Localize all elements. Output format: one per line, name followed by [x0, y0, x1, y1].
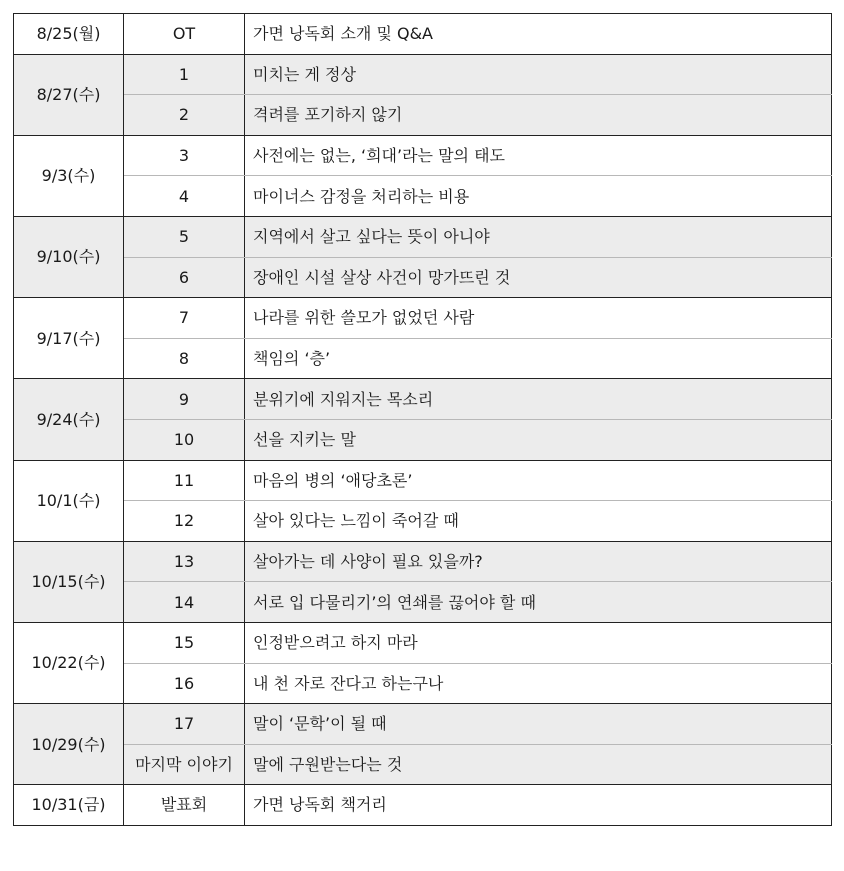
session-title: 나라를 위한 쓸모가 없었던 사람	[245, 298, 832, 339]
table-row	[14, 460, 832, 501]
schedule-group	[14, 14, 832, 55]
session-title: 가면 낭독회 소개 및 Q&A	[245, 14, 832, 55]
session-number: 16	[124, 663, 245, 704]
schedule-group	[14, 460, 832, 541]
session-number: 11	[124, 460, 245, 501]
session-date: 10/15(수)	[14, 541, 124, 622]
table-row	[14, 176, 832, 217]
schedule-group	[14, 298, 832, 379]
session-title: 장애인 시설 살상 사건이 망가뜨린 것	[245, 257, 832, 298]
session-date: 10/22(수)	[14, 622, 124, 703]
schedule-group	[14, 704, 832, 785]
session-title: 인정받으려고 하지 마라	[245, 622, 832, 663]
table-row	[14, 14, 832, 55]
session-title: 살아 있다는 느낌이 죽어갈 때	[245, 501, 832, 542]
table-row	[14, 379, 832, 420]
schedule-group	[14, 216, 832, 297]
session-date: 9/10(수)	[14, 216, 124, 297]
table-row	[14, 257, 832, 298]
session-number: 9	[124, 379, 245, 420]
session-date: 9/24(수)	[14, 379, 124, 460]
session-number: 7	[124, 298, 245, 339]
table-row	[14, 298, 832, 339]
session-title: 가면 낭독회 책거리	[245, 785, 832, 826]
schedule-group	[14, 785, 832, 826]
session-date: 8/25(월)	[14, 14, 124, 55]
session-title: 사전에는 없는, ‘희대’라는 말의 태도	[245, 135, 832, 176]
session-title: 마음의 병의 ‘애당초론’	[245, 460, 832, 501]
schedule-table	[13, 13, 832, 826]
table-row	[14, 419, 832, 460]
session-title: 분위기에 지워지는 목소리	[245, 379, 832, 420]
session-number: OT	[124, 14, 245, 55]
table-row	[14, 622, 832, 663]
schedule-group	[14, 541, 832, 622]
session-date: 9/17(수)	[14, 298, 124, 379]
session-number: 4	[124, 176, 245, 217]
table-row	[14, 95, 832, 136]
session-title: 말에 구원받는다는 것	[245, 744, 832, 785]
session-title: 내 천 자로 잔다고 하는구나	[245, 663, 832, 704]
table-row	[14, 338, 832, 379]
table-row	[14, 744, 832, 785]
session-number: 8	[124, 338, 245, 379]
session-title: 마이너스 감정을 처리하는 비용	[245, 176, 832, 217]
schedule-group	[14, 379, 832, 460]
schedule-group	[14, 54, 832, 135]
table-row	[14, 216, 832, 257]
session-title: 미치는 게 정상	[245, 54, 832, 95]
session-number: 6	[124, 257, 245, 298]
session-title: 서로 입 다물리기’의 연쇄를 끊어야 할 때	[245, 582, 832, 623]
session-date: 10/31(금)	[14, 785, 124, 826]
session-title: 선을 지키는 말	[245, 419, 832, 460]
session-number: 17	[124, 704, 245, 745]
session-date: 9/3(수)	[14, 135, 124, 216]
session-number: 10	[124, 419, 245, 460]
session-number: 발표회	[124, 785, 245, 826]
session-date: 10/29(수)	[14, 704, 124, 785]
session-title: 격려를 포기하지 않기	[245, 95, 832, 136]
session-number: 13	[124, 541, 245, 582]
schedule-group	[14, 622, 832, 703]
session-number: 마지막 이야기	[124, 744, 245, 785]
session-title: 지역에서 살고 싶다는 뜻이 아니야	[245, 216, 832, 257]
session-title: 말이 ‘문학’이 될 때	[245, 704, 832, 745]
session-date: 8/27(수)	[14, 54, 124, 135]
table-row	[14, 501, 832, 542]
table-row	[14, 135, 832, 176]
session-date: 10/1(수)	[14, 460, 124, 541]
table-row	[14, 582, 832, 623]
schedule-group	[14, 135, 832, 216]
session-title: 살아가는 데 사양이 필요 있을까?	[245, 541, 832, 582]
session-number: 3	[124, 135, 245, 176]
session-number: 2	[124, 95, 245, 136]
table-row	[14, 704, 832, 745]
session-number: 5	[124, 216, 245, 257]
table-row	[14, 541, 832, 582]
session-number: 15	[124, 622, 245, 663]
session-title: 책임의 ‘층’	[245, 338, 832, 379]
table-row	[14, 54, 832, 95]
session-number: 1	[124, 54, 245, 95]
table-row	[14, 785, 832, 826]
table-row	[14, 663, 832, 704]
session-number: 12	[124, 501, 245, 542]
session-number: 14	[124, 582, 245, 623]
